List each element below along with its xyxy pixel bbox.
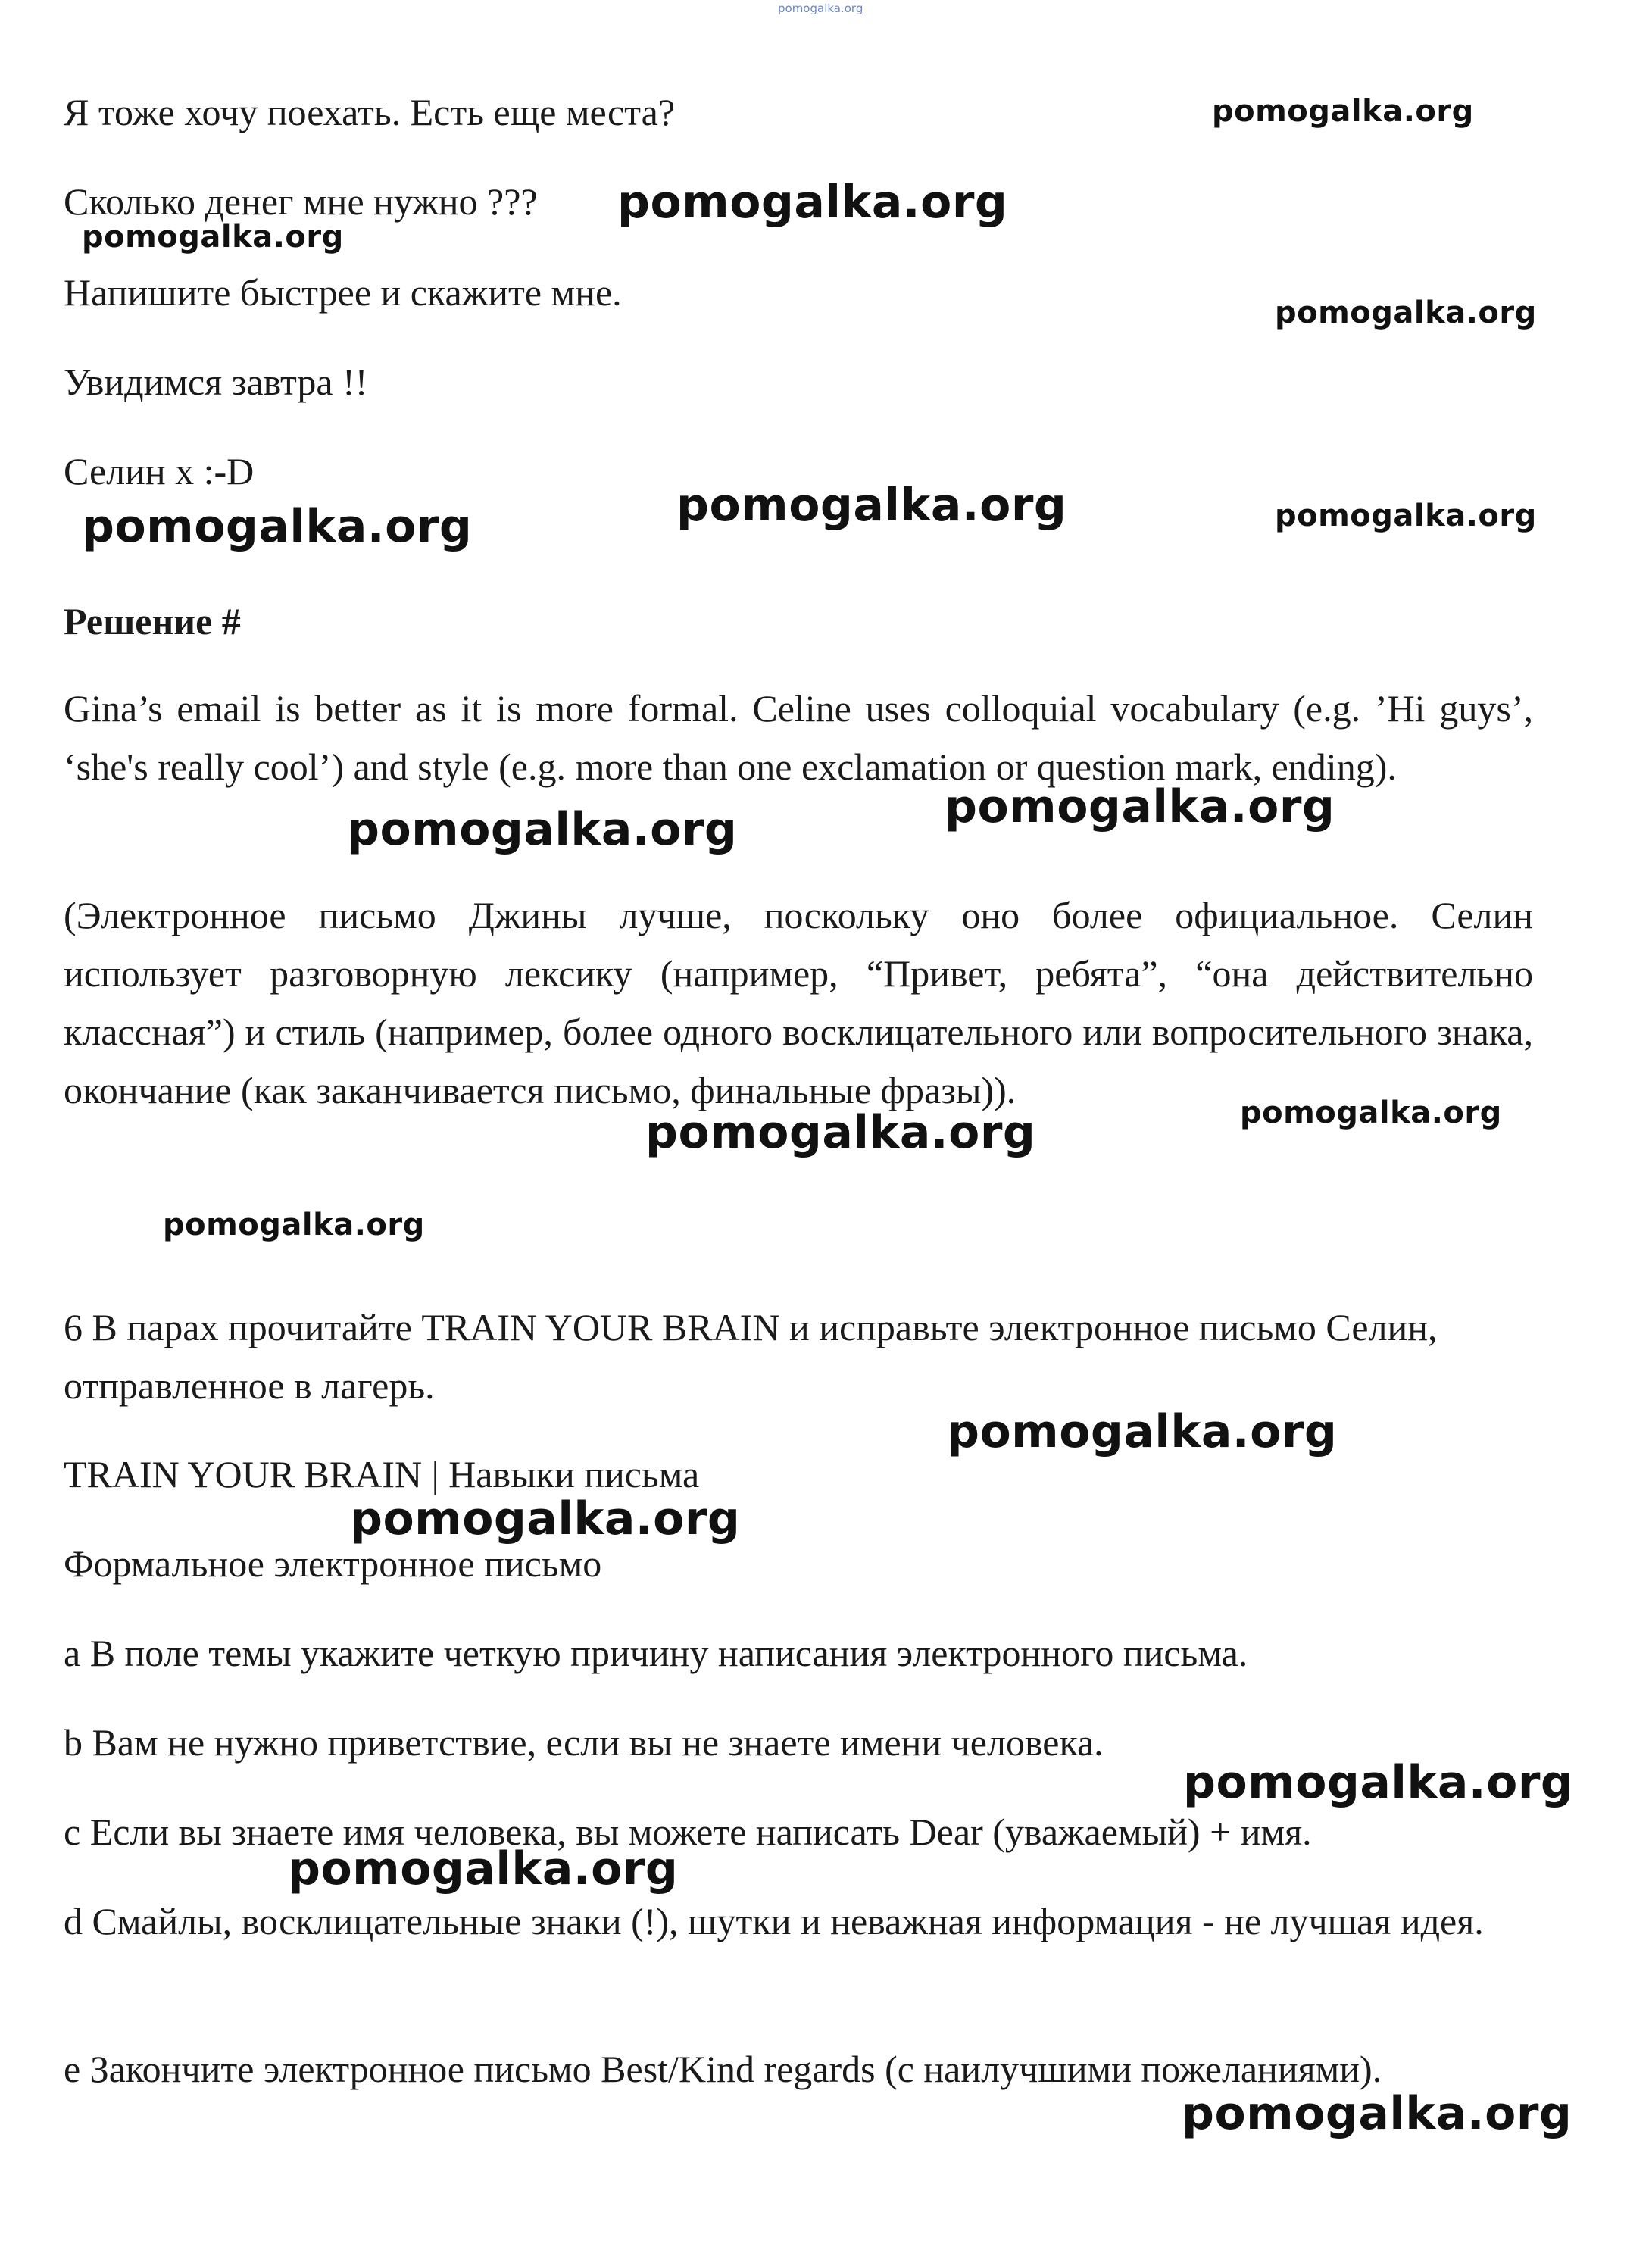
watermark: pomogalka.org [82,220,344,255]
tip-item-c: c Если вы знаете имя человека, вы можете написать Dear (уважаемый) + имя. [64,1811,1312,1853]
watermark: pomogalka.org [1212,94,1474,129]
header-watermark: pomogalka.org [778,2,863,15]
watermark: pomogalka.org [82,500,473,553]
formal-email-subtitle: Формальное электронное письмо [64,1542,602,1585]
watermark: pomogalka.org [945,780,1335,833]
solution-heading: Решение # [64,600,241,642]
tip-item-a: a В поле темы укажите четкую причину написания электронного письма. [64,1632,1248,1674]
train-your-brain-title: TRAIN YOUR BRAIN | Навыки письма [64,1453,700,1495]
tip-item-d: d Смайлы, восклицательные знаки (!), шутки и неважная информация - не лучшая идея. [64,1900,1484,1942]
watermark: pomogalka.org [645,1106,1036,1159]
watermark: pomogalka.org [947,1405,1338,1458]
solution-english: Gina’s email is better as it is more formal. Celine uses colloquial vocabulary (e.g. ’Hi guys’, ‘she's really cool’) and style (e.g. more than one exclamation or question mark, ending). [64,687,1533,788]
watermark: pomogalka.org [163,1208,425,1242]
letter-line-5: Селин x :-D [64,450,255,492]
solution-russian: (Электронное письмо Джины лучше, поскольку оно более официальное. Селин использует разговорную лексику (например, “Привет, ребята”, “она действительно классная”) и стиль (например, более одного восклицательного или вопросительного знака, окончание (как заканчивается письмо, финальные фразы)). [64,894,1533,1111]
watermark: pomogalka.org [347,803,738,856]
task6-instruction: 6 В парах прочитайте TRAIN YOUR BRAIN и исправьте электронное письмо Селин, отправленное в лагерь. [64,1306,1438,1407]
watermark: pomogalka.org [1183,1756,1574,1809]
tip-item-e: e Закончите электронное письмо Best/Kind regards (с наилучшими пожеланиями). [64,2048,1382,2090]
watermark: pomogalka.org [1275,295,1537,330]
watermark: pomogalka.org [1182,2087,1572,2140]
letter-line-2: Сколько денег мне нужно ??? [64,180,538,223]
watermark: pomogalka.org [350,1492,741,1545]
tip-item-b: b Вам не нужно приветствие, если вы не знаете имени человека. [64,1721,1104,1764]
letter-line-1: Я тоже хочу поехать. Есть еще места? [64,91,676,133]
watermark: pomogalka.org [1240,1095,1502,1130]
watermark: pomogalka.org [676,479,1067,532]
letter-line-4: Увидимся завтра !! [64,361,368,403]
watermark: pomogalka.org [288,1842,679,1895]
watermark: pomogalka.org [1275,498,1537,533]
watermark: pomogalka.org [617,176,1008,229]
letter-line-3: Напишите быстрее и скажите мне. [64,271,622,314]
